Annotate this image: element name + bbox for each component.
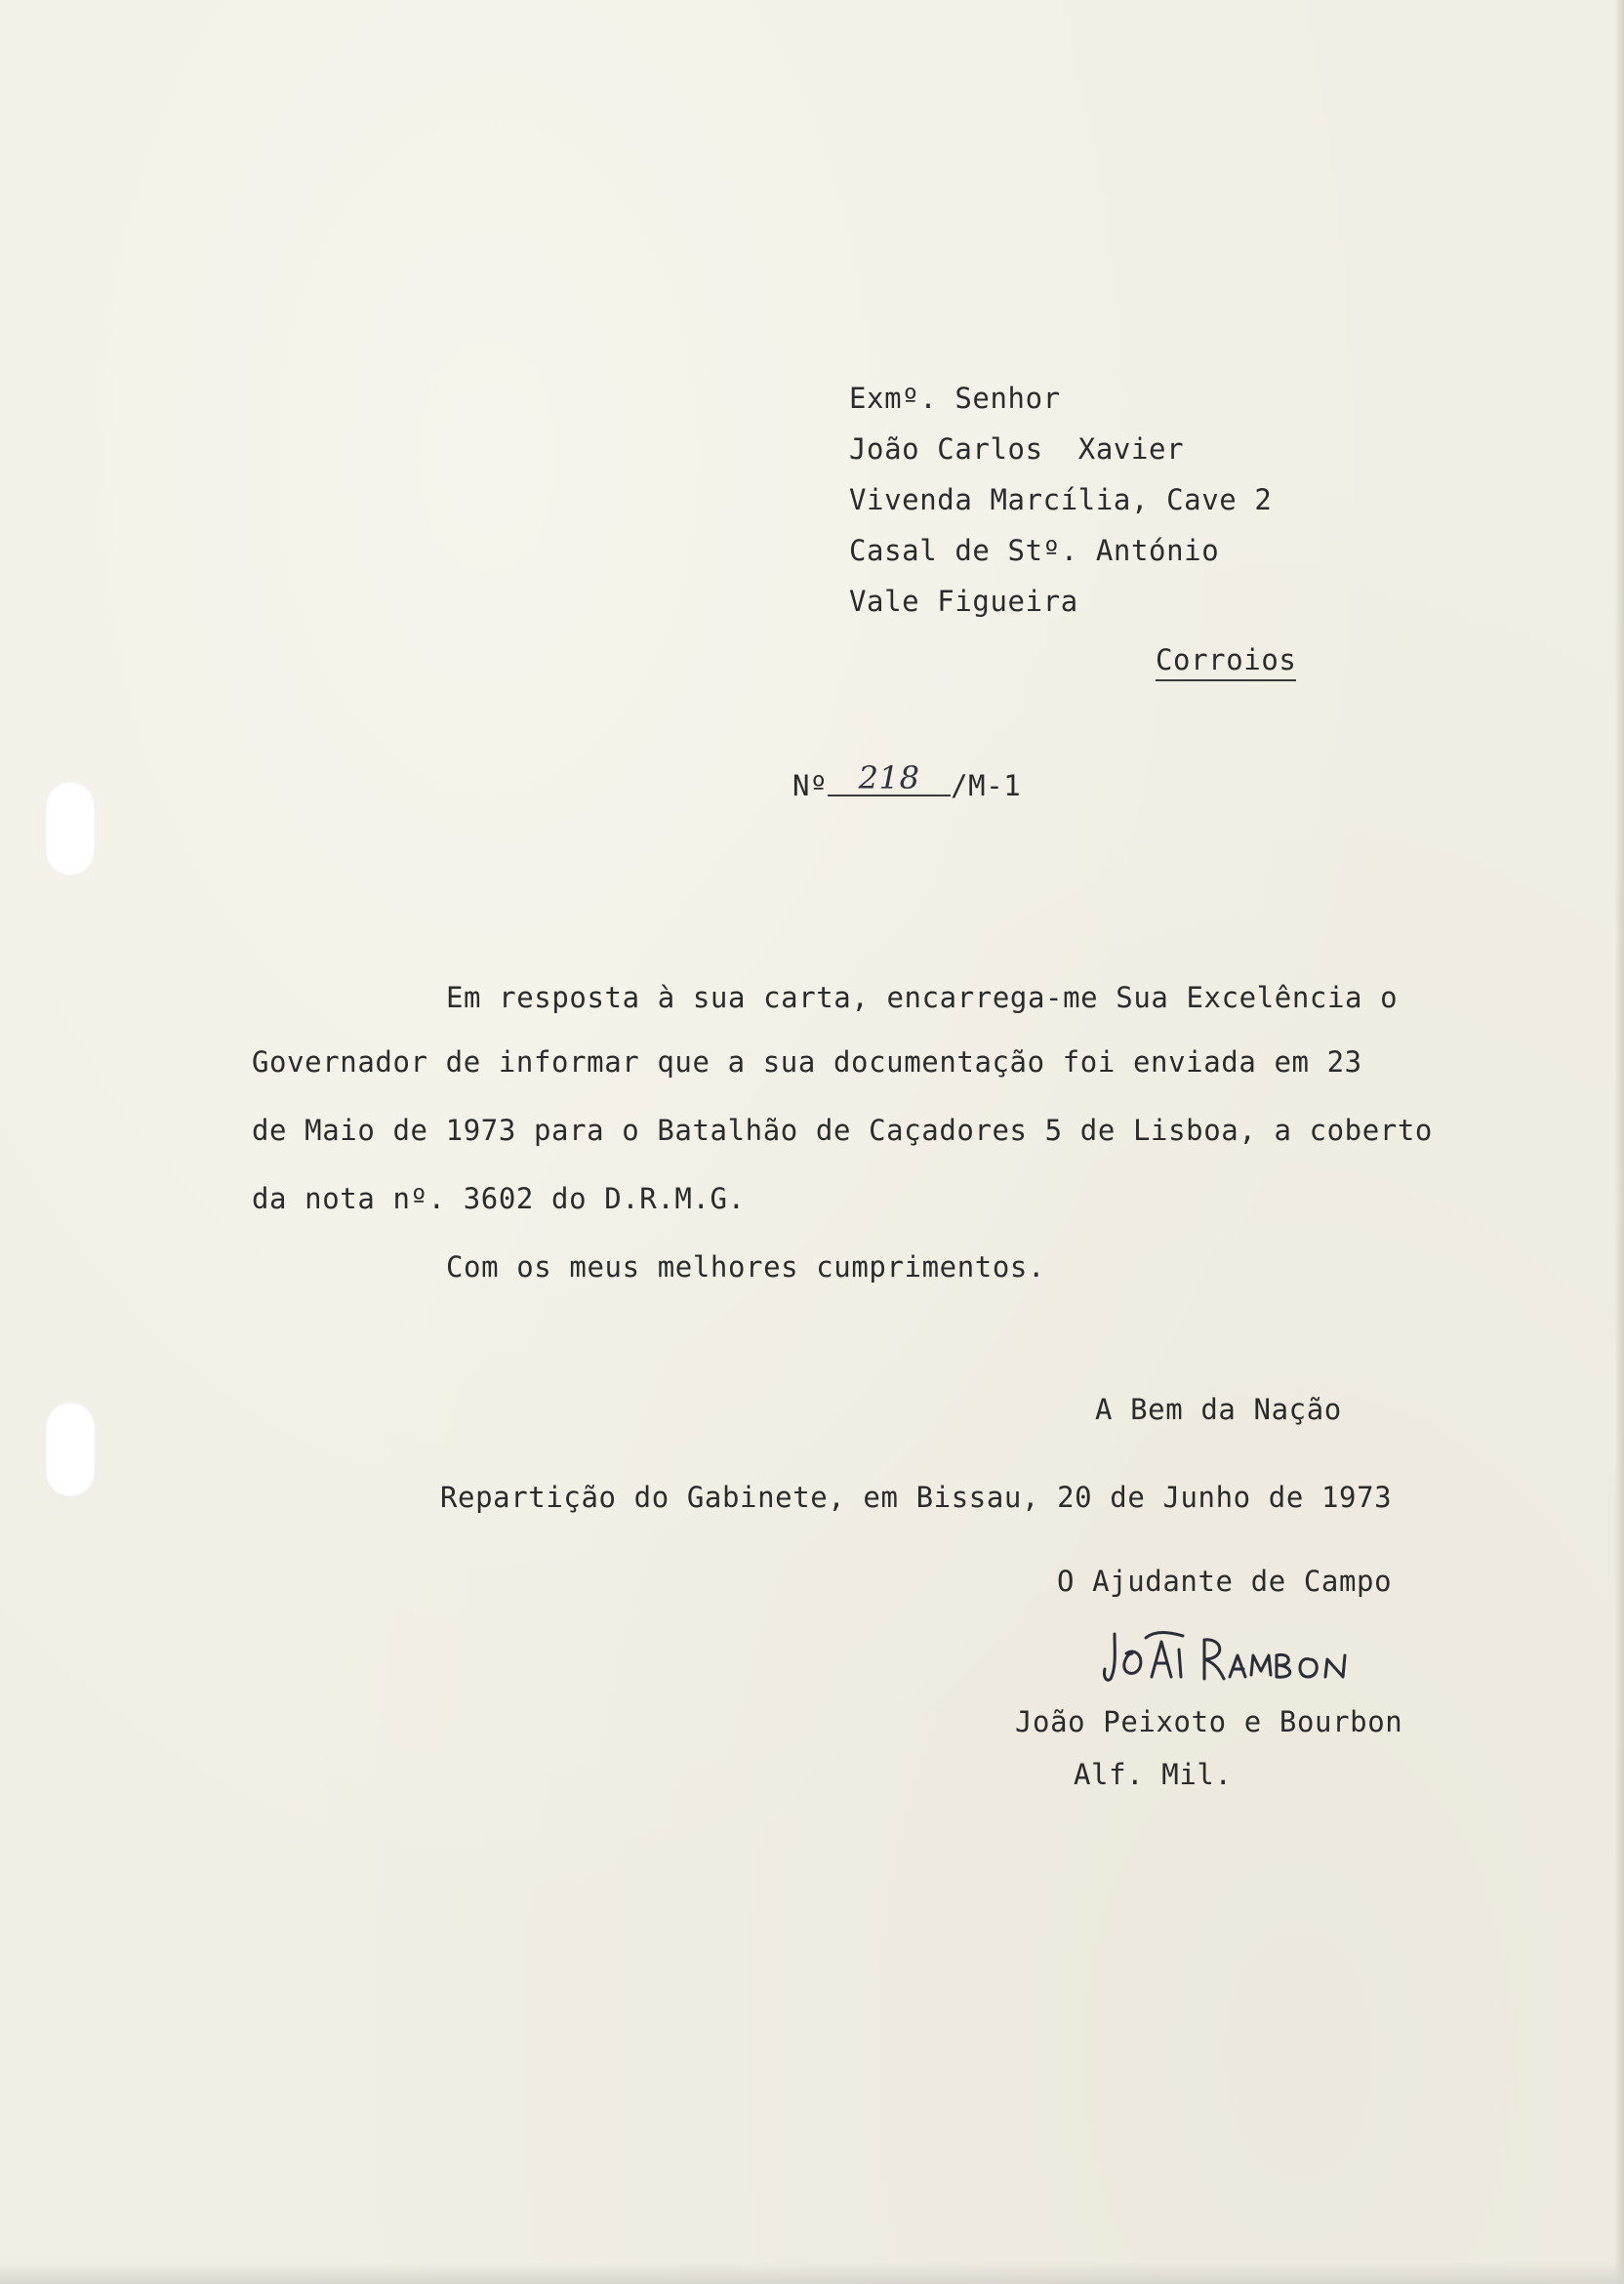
punch-hole-bottom	[45, 1402, 96, 1497]
body-line-3: de Maio de 1973 para o Batalhão de Caçadores 5 de Lisboa, a coberto	[252, 1114, 1433, 1147]
page-bottom-edge	[0, 2263, 1624, 2284]
addressee-address-line-3: Vale Figueira	[849, 585, 1078, 618]
addressee-name: João Carlos Xavier	[849, 432, 1185, 466]
signatory-role: O Ajudante de Campo	[1057, 1565, 1393, 1598]
reference-number	[792, 759, 1022, 802]
body-line-4: da nota nº. 3602 do D.R.M.G.	[252, 1182, 746, 1215]
place-and-date: Repartição do Gabinete, em Bissau, 20 de Junho de 1973	[440, 1481, 1393, 1514]
closing-salutation: A Bem da Nação	[1095, 1393, 1342, 1426]
addressee-address-line-1: Vivenda Marcília, Cave 2	[849, 483, 1273, 516]
body-line-2: Governador de informar que a sua documentação foi enviada em 23	[252, 1045, 1362, 1079]
reference-prefix: Nº	[792, 769, 829, 802]
addressee-salutation: Exmº. Senhor	[849, 382, 1061, 415]
reference-handwritten-number: 218	[828, 763, 951, 796]
signatory-name: João Peixoto e Bourbon	[1015, 1705, 1403, 1738]
page-edge-shadow	[1614, 0, 1624, 2284]
addressee-town: Corroios	[1156, 642, 1296, 681]
handwritten-signature	[1101, 1620, 1374, 1689]
body-line-1: Em resposta à sua carta, encarrega-me Sua Excelência o	[446, 981, 1399, 1014]
punch-hole-top	[45, 781, 96, 877]
addressee-address-line-2: Casal de Stº. António	[849, 534, 1220, 567]
reference-suffix: /M-1	[951, 769, 1022, 802]
signatory-rank: Alf. Mil.	[1074, 1758, 1233, 1791]
signature-image	[1101, 1620, 1374, 1689]
body-closing-line: Com os meus melhores cumprimentos.	[446, 1250, 1046, 1284]
